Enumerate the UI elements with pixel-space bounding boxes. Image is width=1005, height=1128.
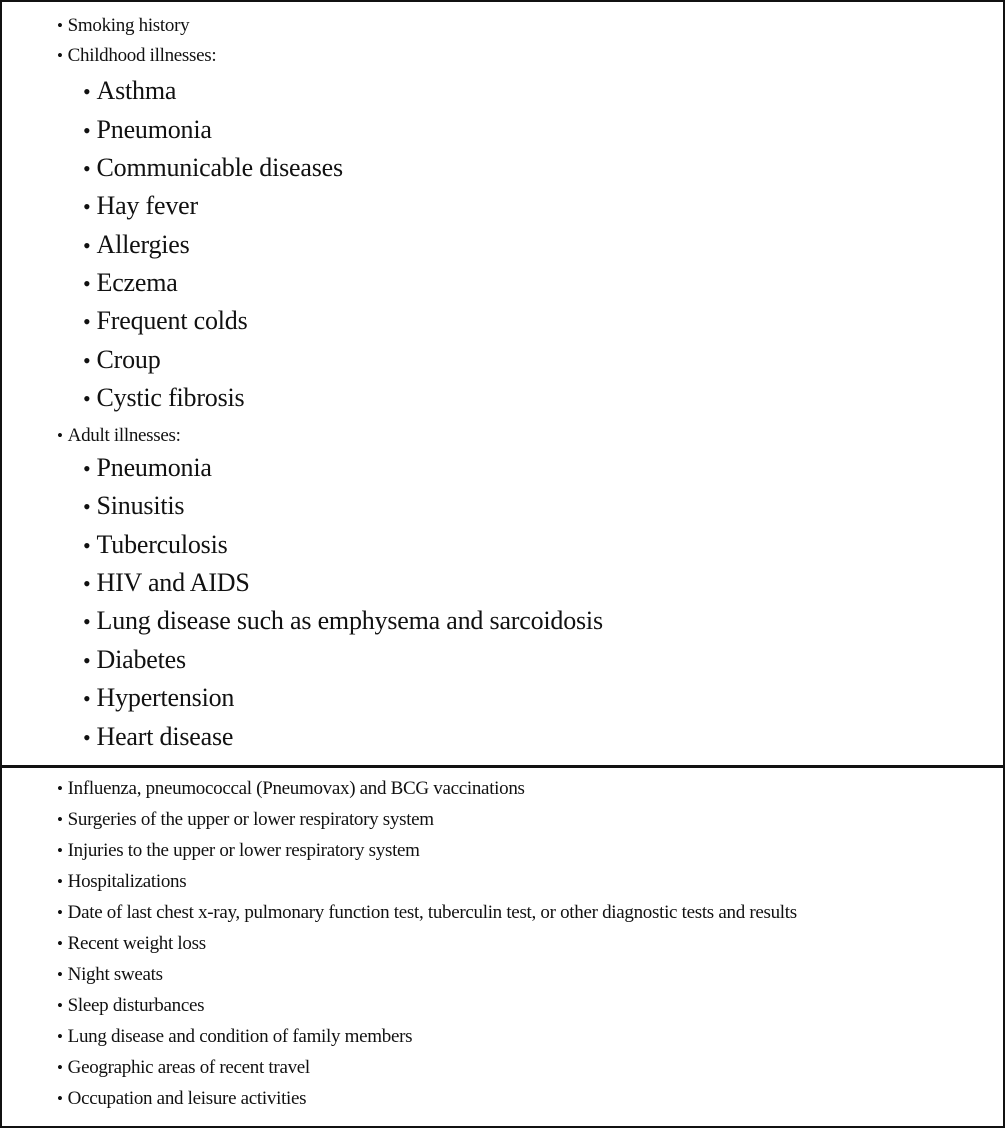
list-item-text: Hospitalizations: [67, 871, 187, 892]
bullet-icon: •: [57, 996, 63, 1015]
list-item-text: Date of last chest x-ray, pulmonary function test, tuberculin test, or other diagnostic tests and results: [67, 902, 797, 923]
list-item: [57, 425, 181, 447]
list-item: [83, 345, 161, 375]
list-item: [83, 491, 184, 521]
bullet-icon: •: [83, 648, 91, 673]
bullet-icon: •: [57, 16, 63, 35]
bullet-icon: •: [57, 426, 63, 445]
list-item: [57, 840, 420, 862]
bullet-icon: •: [57, 1027, 63, 1046]
list-item-text: Recent weight loss: [67, 933, 206, 954]
list-item-text: Lung disease and condition of family members: [67, 1026, 413, 1047]
bullet-icon: •: [83, 533, 91, 558]
list-item-text: Frequent colds: [96, 306, 248, 335]
bullet-icon: •: [83, 233, 91, 258]
list-item-text: Injuries to the upper or lower respiratory system: [67, 840, 420, 861]
list-item-text: Pneumonia: [96, 453, 212, 482]
bullet-icon: •: [57, 1058, 63, 1077]
list-item-text: Sleep disturbances: [67, 995, 205, 1016]
list-item: [83, 230, 190, 260]
bullet-icon: •: [57, 841, 63, 860]
list-item-text: Influenza, pneumococcal (Pneumovax) and BCG vaccinations: [67, 778, 525, 799]
list-item: [57, 902, 797, 924]
bullet-icon: •: [83, 494, 91, 519]
list-item-text: HIV and AIDS: [96, 568, 250, 597]
list-item: [83, 191, 198, 221]
bullet-icon: •: [83, 686, 91, 711]
bullet-icon: •: [57, 903, 63, 922]
list-item: [83, 606, 603, 636]
list-item: [83, 453, 212, 483]
bullet-icon: •: [83, 156, 91, 181]
bullet-icon: •: [57, 872, 63, 891]
list-item-text: Pneumonia: [96, 115, 212, 144]
list-item: [57, 964, 163, 986]
list-item-text: Occupation and leisure activities: [67, 1088, 307, 1109]
list-item: [83, 530, 228, 560]
bullet-icon: •: [83, 194, 91, 219]
list-item-text: Allergies: [96, 230, 190, 259]
bullet-icon: •: [83, 271, 91, 296]
list-item-text: Geographic areas of recent travel: [67, 1057, 310, 1078]
list-item-text: Heart disease: [96, 722, 234, 751]
list-item: [83, 153, 343, 183]
list-item-text: Communicable diseases: [96, 153, 343, 182]
bullet-icon: •: [83, 725, 91, 750]
bullet-icon: •: [57, 46, 63, 65]
list-item-text: Eczema: [96, 268, 178, 297]
list-item: [57, 933, 206, 955]
list-item-text: Sinusitis: [96, 491, 185, 520]
list-item-text: Asthma: [96, 76, 177, 105]
list-item-text: Diabetes: [96, 645, 186, 674]
list-item: [83, 645, 186, 675]
bullet-icon: •: [83, 118, 91, 143]
list-item: [57, 778, 525, 800]
list-item-text: Hay fever: [96, 191, 198, 220]
bullet-icon: •: [83, 348, 91, 373]
bullet-icon: •: [57, 934, 63, 953]
list-item-text: Smoking history: [67, 15, 190, 36]
list-item: [57, 995, 204, 1017]
list-item: [57, 871, 186, 893]
list-item: [57, 45, 216, 67]
bullet-icon: •: [83, 309, 91, 334]
bullet-icon: •: [83, 386, 91, 411]
list-item: [83, 568, 250, 598]
bullet-icon: •: [83, 571, 91, 596]
list-item: [83, 306, 248, 336]
list-item: [83, 76, 176, 106]
bullet-icon: •: [83, 79, 91, 104]
bullet-icon: •: [57, 810, 63, 829]
list-item: [83, 268, 178, 298]
list-item-text: Croup: [96, 345, 161, 374]
list-item: [57, 15, 189, 37]
bullet-icon: •: [57, 779, 63, 798]
list-item-text: Childhood illnesses:: [67, 45, 217, 66]
bullet-icon: •: [57, 1089, 63, 1108]
bullet-icon: •: [83, 456, 91, 481]
list-item: [83, 115, 212, 145]
list-item-text: Adult illnesses:: [67, 425, 181, 446]
bullet-icon: •: [57, 965, 63, 984]
list-item-text: Cystic fibrosis: [96, 383, 245, 412]
list-item: [57, 809, 434, 831]
list-item-text: Tuberculosis: [96, 530, 228, 559]
list-item: [83, 683, 234, 713]
list-item-text: Hypertension: [96, 683, 235, 712]
list-item: [57, 1088, 306, 1110]
list-item: [57, 1057, 310, 1079]
bullet-icon: •: [83, 609, 91, 634]
list-item-text: Night sweats: [67, 964, 163, 985]
list-item: [83, 383, 244, 413]
list-item: [57, 1026, 412, 1048]
list-item-text: Surgeries of the upper or lower respiratory system: [67, 809, 434, 830]
list-item: [83, 722, 233, 752]
list-item-text: Lung disease such as emphysema and sarcoidosis: [96, 606, 603, 635]
